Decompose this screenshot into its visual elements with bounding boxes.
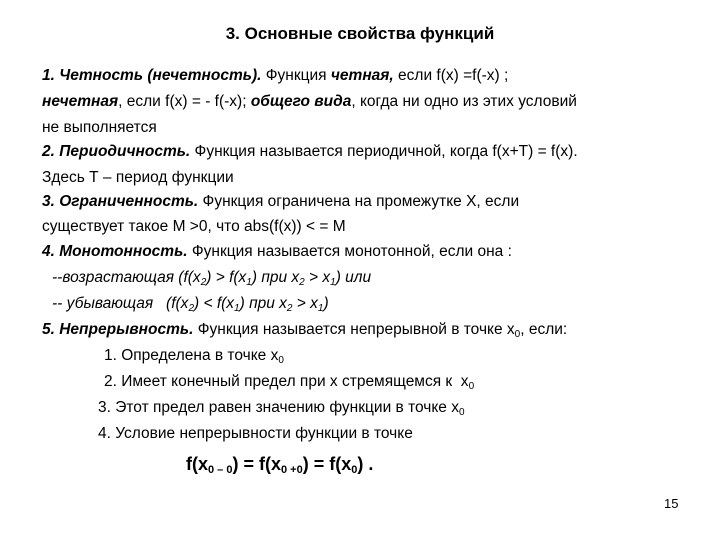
increasing-text-b: ) > f(x <box>206 269 247 286</box>
monotonicity-heading: 4. Монотонность. <box>42 243 188 260</box>
decreasing-text-e: ) <box>323 295 329 312</box>
decreasing-sub-4: 1 <box>317 303 324 314</box>
increasing-sub-2: 1 <box>246 277 252 288</box>
slide-title: 3. Основные свойства функций <box>225 24 495 43</box>
continuity-formula <box>186 454 373 474</box>
continuity-sub: 0 <box>514 329 521 340</box>
parity-line-3: не выполняется <box>42 119 157 136</box>
decreasing-sub-3: 2 <box>286 303 293 314</box>
formula-sub-2: 0 +0 <box>280 464 303 476</box>
condition-2 <box>104 372 474 392</box>
parity-line-1 <box>42 66 508 86</box>
increasing-text-e: ) или <box>335 269 372 286</box>
increasing-sub-3: 2 <box>299 277 305 288</box>
decreasing-text-d: > x <box>292 295 318 312</box>
parity-heading: 1. Четность (нечетность). <box>42 67 262 84</box>
condition-2-text: 2. Имеет конечный предел при x стремящемся к x <box>104 373 469 390</box>
formula-part-d: ) . <box>357 454 374 474</box>
increasing-sub-4: 1 <box>330 277 336 288</box>
decreasing-line <box>52 294 329 314</box>
periodicity-text: Функция называется периодичной, когда f(x+T) = f(x). <box>190 143 578 160</box>
condition-1-sub: 0 <box>278 355 284 366</box>
monotonicity-line-1 <box>42 242 512 262</box>
continuity-tail: , если: <box>520 321 568 338</box>
decreasing-sub-1: 2 <box>188 303 194 314</box>
condition-4: 4. Условие непрерывности функции в точке <box>98 425 413 442</box>
formula-part-b: ) = f(x <box>232 454 281 474</box>
continuity-heading: 5. Непрерывность. <box>42 321 194 338</box>
decreasing-text-c: ) при x <box>239 295 287 312</box>
condition-1 <box>104 346 284 366</box>
formula-sub-3: 0 <box>351 464 358 476</box>
condition-3 <box>98 398 465 418</box>
increasing-text-c: ) при x <box>251 269 300 286</box>
even-term: четная, <box>330 67 394 84</box>
parity-text-3: , если f(x) = - f(-x); <box>118 93 251 110</box>
parity-line-2 <box>42 92 577 112</box>
continuity-text: Функция называется непрерывной в точке x <box>193 321 515 338</box>
parity-text-4: , когда ни одно из этих условий <box>351 93 577 110</box>
decreasing-sub-2: 1 <box>234 303 240 314</box>
boundedness-text: Функция ограничена на промежутке Х, если <box>198 193 520 210</box>
boundedness-line-2: существует такое М >0, что abs(f(x)) < = M <box>42 218 346 235</box>
periodicity-line-2: Здесь Т – период функции <box>42 169 234 186</box>
condition-2-sub: 0 <box>468 381 475 392</box>
periodicity-heading: 2. Периодичность. <box>42 143 191 160</box>
increasing-sub-1: 2 <box>200 277 207 288</box>
page-number: 15 <box>664 496 679 511</box>
increasing-text-a: --возрастающая (f(x <box>52 269 201 286</box>
formula-sub-1: 0 – 0 <box>208 464 233 476</box>
boundedness-line-1 <box>42 192 519 212</box>
condition-3-sub: 0 <box>458 407 465 418</box>
general-term: общего вида <box>250 93 352 110</box>
odd-term: нечетная <box>42 93 119 110</box>
condition-1-text: 1. Определена в точке x <box>104 347 279 364</box>
decreasing-text-a: -- убывающая (f(x <box>52 295 189 312</box>
decreasing-text-b: ) < f(x <box>194 295 235 312</box>
continuity-line-1 <box>42 320 567 340</box>
parity-text-1: Функция <box>261 67 331 84</box>
parity-text-2: если f(x) =f(-x) ; <box>393 67 509 84</box>
condition-3-text: 3. Этот предел равен значению функции в точке x <box>98 399 459 416</box>
formula-part-a: f(x <box>186 454 208 474</box>
monotonicity-text: Функция называется монотонной, если она : <box>187 243 512 260</box>
increasing-line <box>52 268 371 288</box>
periodicity-line-1 <box>42 142 578 162</box>
formula-part-c: ) = f(x <box>302 454 352 474</box>
increasing-text-d: > x <box>304 269 331 286</box>
boundedness-heading: 3. Ограниченность. <box>42 193 199 210</box>
